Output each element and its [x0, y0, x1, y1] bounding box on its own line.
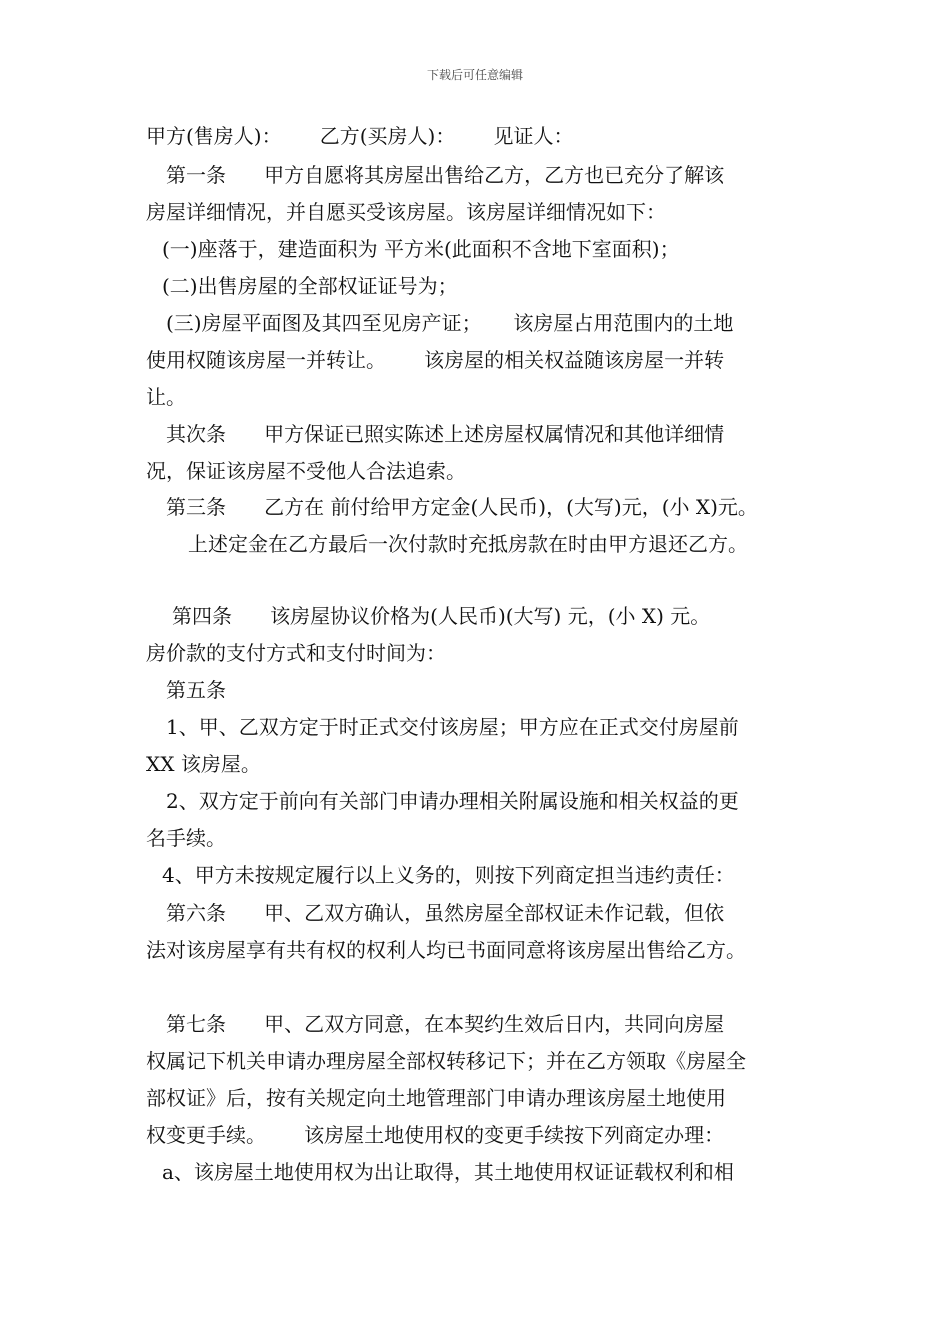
text-line: (三)房屋平面图及其四至见房产证； 该房屋占用范围内的土地 [166, 311, 734, 335]
text-line: 1、甲、乙双方定于时正式交付该房屋；甲方应在正式交付房屋前 [166, 715, 739, 739]
text-line: a、该房屋土地使用权为出让取得，其土地使用权证证载权利和相 [162, 1160, 734, 1184]
text-line: 房价款的支付方式和支付时间为： [146, 641, 446, 665]
text-line: 第六条 甲、乙双方确认，虽然房屋全部权证未作记载，但依 [166, 901, 725, 925]
text-line: 其次条 甲方保证已照实陈述上述房屋权属情况和其他详细情 [166, 422, 725, 446]
text-line: 使用权随该房屋一并转让。 该房屋的相关权益随该房屋一并转 [146, 348, 725, 372]
text-line: 第四条 该房屋协议价格为(人民币)(大写) 元，(小 X) 元。 [172, 604, 711, 628]
text-line: 4、甲方未按规定履行以上义务的，则按下列商定担当违约责任： [162, 863, 735, 887]
text-line: 权变更手续。 该房屋土地使用权的变更手续按下列商定办理： [146, 1123, 725, 1147]
text-line: 名手续。 [146, 826, 226, 850]
text-line: XX 该房屋。 [146, 752, 261, 776]
text-line: 第一条 甲方自愿将其房屋出售给乙方，乙方也已充分了解该 [166, 163, 725, 187]
text-line: 第三条 乙方在 前付给甲方定金(人民币)，(大写)元，(小 X)元。 [166, 495, 758, 519]
text-line: 上述定金在乙方最后一次付款时充抵房款在时由甲方退还乙方。 [188, 532, 748, 556]
text-line: 让。 [146, 385, 186, 409]
text-line: 况，保证该房屋不受他人合法追索。 [146, 459, 466, 483]
text-line: 2、双方定于前向有关部门申请办理相关附属设施和相关权益的更 [166, 789, 739, 813]
text-line: 第七条 甲、乙双方同意，在本契约生效后日内，共同向房屋 [166, 1012, 725, 1036]
text-line: 法对该房屋享有共有权的权利人均已书面同意将该房屋出售给乙方。 [146, 938, 746, 962]
text-line: (一)座落于，建造面积为 平方米(此面积不含地下室面积)； [162, 237, 680, 261]
parties-line: 甲方(售房人)： 乙方(买房人)： 见证人： [146, 124, 574, 148]
text-line: 权属记下机关申请办理房屋全部权转移记下；并在乙方领取《房屋全 [146, 1049, 746, 1073]
text-line: 部权证》后，按有关规定向土地管理部门申请办理该房屋土地使用 [146, 1086, 726, 1110]
text-line: 房屋详细情况，并自愿买受该房屋。该房屋详细情况如下： [146, 200, 666, 224]
text-line: (二)出售房屋的全部权证证号为； [162, 274, 458, 298]
text-line: 第五条 [166, 678, 226, 702]
page-header: 下载后可任意编辑 [426, 68, 523, 82]
